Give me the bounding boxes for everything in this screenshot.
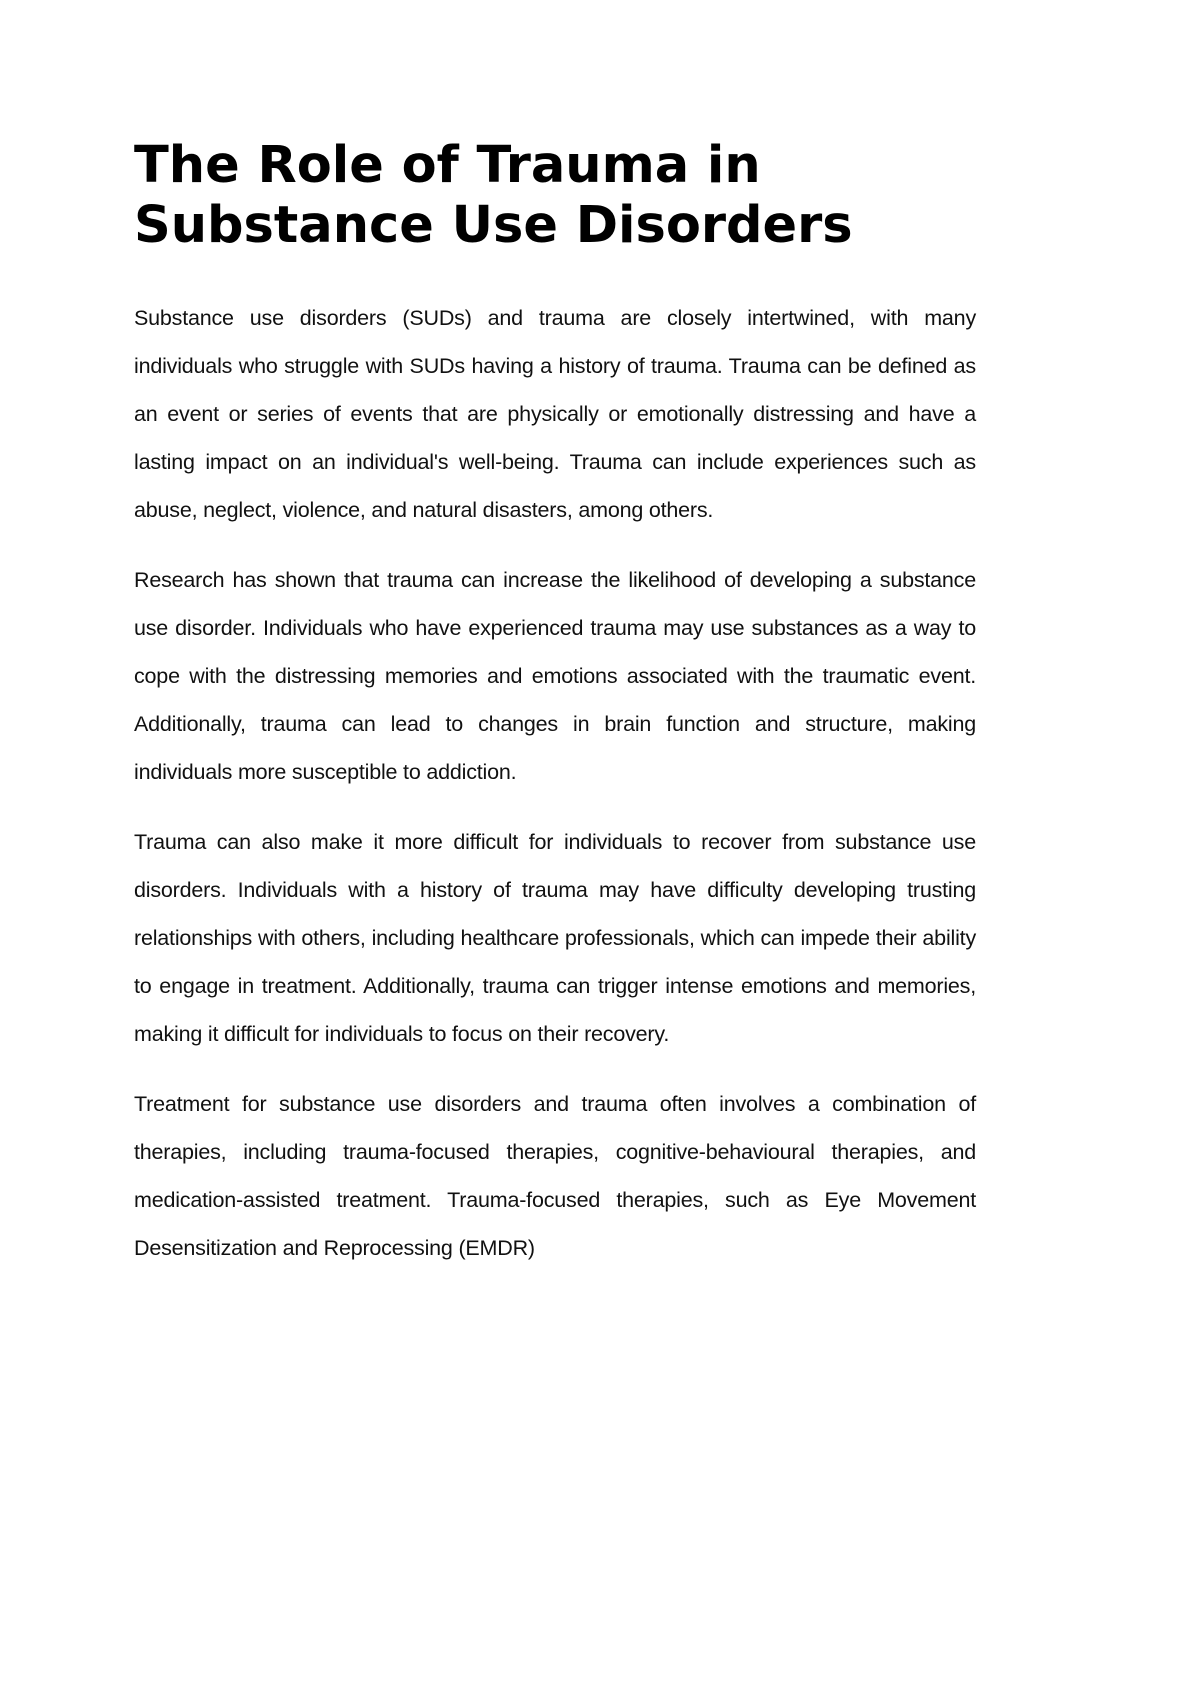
- paragraph-recovery: Trauma can also make it more difficult for individuals to recover from substance use disorders. Individuals with a history of trauma may have difficulty developing trusting relationships with others, including healthcare professionals, which can impede their ability to engage in treatment. Additionally, trauma can trigger intense emotions and memories, making it difficult for individuals to focus on their recovery.: [134, 830, 976, 1046]
- document-content: [134, 136, 976, 1294]
- paragraph-treatment: Treatment for substance use disorders and trauma often involves a combination of therapies, including trauma-focused therapies, cognitive-behavioural therapies, and medication-assisted treatment. Trauma-focused therapies, such as Eye Movement Desensitization and Reprocessing (EMDR): [134, 1092, 976, 1260]
- paragraph-intro: Substance use disorders (SUDs) and trauma are closely intertwined, with many individuals who struggle with SUDs having a history of trauma. Trauma can be defined as an event or series of events that are physically or emotionally distressing and have a lasting impact on an individual's well-being. Trauma can include experiences such as abuse, neglect, violence, and natural disasters, among others.: [134, 306, 976, 522]
- document-title: The Role of Trauma in Substance Use Disorders: [134, 136, 853, 255]
- paragraph-research: Research has shown that trauma can increase the likelihood of developing a substance use disorder. Individuals who have experienced trauma may use substances as a way to cope with the distressing memories and emotions associated with the traumatic event. Additionally, trauma can lead to changes in brain function and structure, making individuals more susceptible to addiction.: [134, 568, 976, 784]
